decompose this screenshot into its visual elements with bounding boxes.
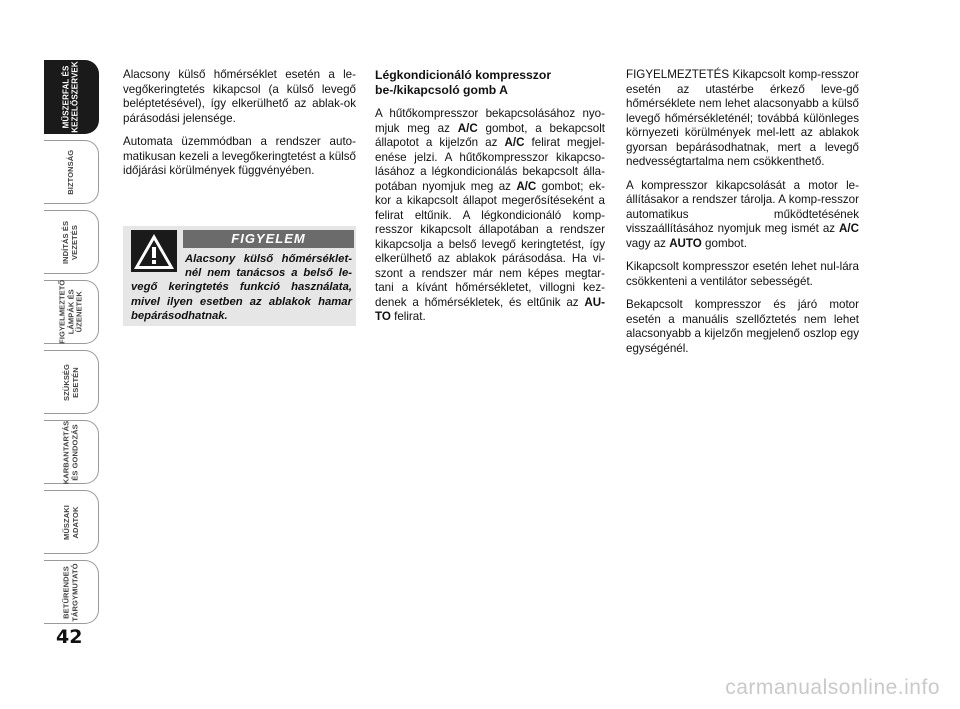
ac-label: A/C [839,222,859,235]
ac-label: A/C [457,121,478,135]
watermark: carmanualsonline.info [725,676,940,699]
paragraph: A kompresszor kikapcsolását a motor le-állításakor a rendszer tárolja. A komp-resszor automatikus működtetésének visszaállításához nyomjuk meg ismét az A/C vagy az AUTO gombot. [626,178,859,250]
warning-text: Alacsony külső hőmérséklet-nél nem tanácsos a belső le-vegő keringtetés funkció használata, mivel ilyen esetben az ablakok hamar bepárásodhatnak. [131,253,352,322]
auto-label: AUTO [669,236,702,250]
warning-title: FIGYELEM [183,230,354,248]
ac-label: A/C [516,179,537,193]
warning-box [123,226,356,326]
tab-muszerfal[interactable]: MŰSZERFAL ÉS KEZELŐSZERVEK [44,60,99,134]
tab-karbantartas[interactable]: KARBANTARTÁS ÉS GONDOZÁS [44,420,99,484]
auto-label: AU-TO [375,295,605,323]
column-3 [626,68,859,365]
paragraph: Automata üzemmódban a rendszer auto-matikusan kezeli a levegőkeringtetést a külső időjárási körülmények függvényében. [123,135,356,177]
paragraph: A hűtőkompresszor bekapcsolásához nyo-mjuk meg az A/C gombot, a bekapcsolt állapotot a kijelzőn az A/C felirat megjel-enése jelzi. A hűtőkompresszor kikapcso-lásához a légkondicionálás bekapcsolt álla-potában nyomjuk meg az A/C gombot; ek-kor a kikapcsolt állapot megerősítéseként a felirat eltűnik. A légkondicionáló komp-resszor kikapcsolt állapotában a rendszer kikapcsolja a belső levegő keringtetést, így elkerülhető az ablakok párásodása. Ha vi-szont a rendszer már nem képes megtar-tani a kívánt hőmérsékletet, villogni kez-denek a hőmérsékletek, és eltűnik az AU-TO felirat. [375,107,606,323]
column-1 [123,68,356,188]
section-heading: Légkondicionáló kompresszor be-/kikapcsoló gomb A [375,68,552,97]
tab-inditas[interactable]: INDÍTÁS ÉS VEZETÉS [44,210,99,274]
tab-biztonsag[interactable]: BIZTONSÁG [44,140,99,204]
ac-label: A/C [504,136,525,149]
tab-figyelmezteto[interactable]: FIGYELMEZTETŐ LÁMPÁK ÉS ÜZENETEK [44,280,99,344]
tab-betusorendes[interactable]: BETŰRENDES TÁRGYMUTATÓ [44,560,99,624]
paragraph: Alacsony külső hőmérséklet esetén a le-vegőkeringtetés kikapcsol (a külső levegő beléptetésével), így elkerülhető az ablak-ok párásodási jelensége. [123,68,356,125]
column-2 [375,68,605,334]
chapter-sidebar [44,60,104,630]
tab-muszaki[interactable]: MŰSZAKI ADATOK [44,490,99,554]
paragraph: Kikapcsolt kompresszor esetén lehet nul-lára csökkenteni a ventilátor sebességét. [626,260,859,288]
page-number: 42 [56,626,83,648]
tab-szukseg[interactable]: SZÜKSÉG ESETÉN [44,350,99,414]
paragraph: FIGYELMEZTETÉS Kikapcsolt komp-resszor esetén az utastérbe érkező leve-gő hőmérséklete nem lehet alacsonyabb a külső levegő hőmérsékleténél; továbbá különleges környezeti körülmények mel-lett az ablakok gyorsan bepárásodhatnak, mert a levegő nedvességtartalma nem csökkenthető. [626,68,859,168]
paragraph: Bekapcsolt kompresszor és járó motor esetén a manuális szellőztetés nem lehet alacsonyabb a kijelzőn megjelenő oszlop egy egységénél. [626,298,859,355]
